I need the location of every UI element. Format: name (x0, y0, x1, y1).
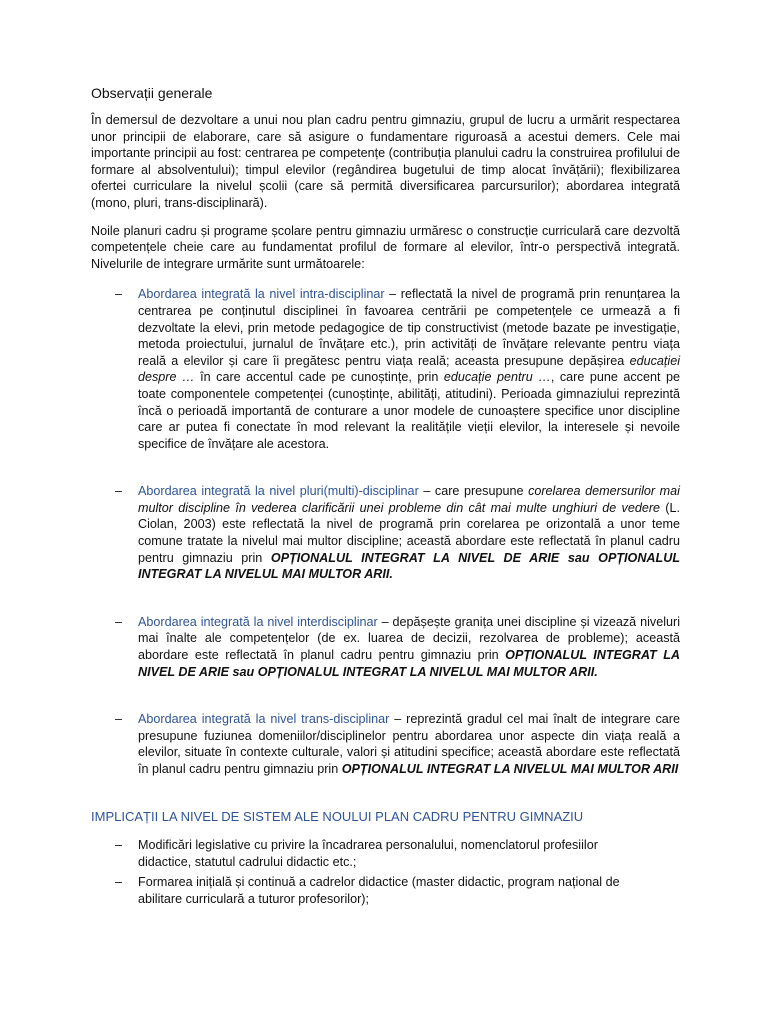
optional-name: OPȚIONALUL INTEGRAT LA NIVEL DE ARIE (138, 648, 680, 679)
list-item-interdisciplinar (91, 614, 680, 680)
integration-levels-paragraph: Noile planuri cadru și programe școlare pentru gimnaziu urmăresc o construcție curriculară care dezvoltă competențele cheie care au fundamentat profilul de formare al elevilor, într-o perspectivă integrată. Nivelurile de integrare urmărite sunt următoarele: (91, 223, 680, 271)
level-text: (L. Ciolan, 2003) este reflectată la nivel de programă prin corelarea pe orizontală a unor teme comune tratate la nivelul mai multor discipline; această abordare este reflectată în planul cadru pentru gimnaziu prin (138, 500, 680, 565)
list-item-pluri-disciplinar (91, 483, 680, 583)
optional-name: OPȚIONALUL INTEGRAT LA NIVELUL MAI MULTOR ARII (138, 550, 681, 582)
level-text: . (594, 664, 598, 679)
implications-list (91, 837, 680, 907)
list-item: – Formarea inițială și continuă a cadrelor didactice (master didactic, program național de abilitare curriculară a tuturor profesorilor); (91, 874, 680, 907)
level-text: . (389, 567, 393, 582)
list-item-intra-disciplinar (91, 286, 680, 452)
intro-paragraph: În demersul de dezvoltare a unui nou plan cadru pentru gimnaziu, grupul de lucru a urmărit respectarea unor principii de elaborare, care să asigure o fundamentare riguroasă a acestui demers. Cele mai importante principii au fost: centrarea pe competențe (contribuția planului cadru la construirea profilului de formare al absolventului); timpul elevilor (regândirea bugetului de timp alocat învățării); flexibilizarea ofertei curriculare la nivelul școlii (care să permită diversificarea parcursurilor); abordarea integrată (mono, pluri, trans-disciplinară). (91, 113, 680, 210)
level-emphasis: sau (559, 550, 599, 565)
level-text: – reprezintă gradul cel mai înalt de integrare care presupune fuziunea domeniilor/disciplinelor pentru abordarea unor aspecte din viața reală a elevilor, situate în contexte culturale, valori și atitudini specifice; această abordare este reflectată în planul cadru pentru gimnaziu prin (138, 712, 680, 776)
section-title: IMPLICAȚII LA NIVEL DE SISTEM ALE NOULUI PLAN CADRU PENTRU GIMNAZIU (91, 808, 584, 824)
optional-name: OPȚIONALUL INTEGRAT LA NIVEL DE ARIE (270, 550, 560, 565)
level-text: , care pune accent pe toate componentele competenței (cunoștințe, abilități, atitudini). Perioada gimnaziului reprezintă încă o perioadă importantă de conturare a unor modele de cunoaștere specifice unor discipline care ar putea fi conectate în mod relevant la realitățile vieții elevilor, la interesele și nevoile specifice de învățare ale acestora. (138, 370, 680, 451)
level-text: – depășește granița unei discipline și vizează niveluri mai înalte ale competențelor (de ex. luarea de decizii, rezolvarea de probleme); această abordare este reflectată în planul cadru pentru gimnaziu prin (138, 614, 680, 663)
level-emphasis: educației despre … (138, 353, 680, 385)
list-item-trans-disciplinar (91, 711, 680, 777)
level-text: în care accentul cade pe cunoștințe, prin (194, 370, 444, 385)
level-title: Abordarea integrată la nivel trans-disciplinar (138, 712, 390, 727)
integration-levels-list (91, 286, 680, 777)
level-emphasis: sau (228, 664, 258, 679)
level-emphasis: educație pentru … (443, 370, 551, 385)
level-title: Abordarea integrată la nivel pluri(multi)-disciplinar (138, 484, 419, 499)
level-text: – care presupune (418, 484, 529, 499)
level-title: Abordarea integrată la nivel interdisciplinar (138, 614, 378, 629)
level-emphasis: corelarea demersurilor mai multor discipline în vederea clarificării unei probleme din cât mai multe unghiuri de vedere (138, 484, 680, 515)
optional-name: OPȚIONALUL INTEGRAT LA NIVELUL MAI MULTOR ARII (341, 762, 679, 776)
level-title: Abordarea integrată la nivel intra-disciplinar (138, 287, 385, 302)
optional-name: OPȚIONALUL INTEGRAT LA NIVELUL MAI MULTOR ARII (257, 664, 595, 679)
list-item: – Modificări legislative cu privire la încadrarea personalului, nomenclatorul profesiilor didactice, statutul cadrului didactic etc.; (91, 837, 680, 870)
page-heading: Observații generale (91, 85, 213, 101)
level-text: – reflectată la nivel de programă prin renunțarea la centrarea pe conținutul disciplinei în favoarea centrării pe competențele ce urmează a fi dezvoltate la elevi, prin metode pedagogice de tip constructivist (metode bazate pe investigație, metoda proiectului, jurnalul de învățare etc.), prin activități de învățare relevante pentru viața reală a elevilor și care îi pregătesc pentru viața reală; aceasta presupune depășirea (138, 287, 681, 368)
